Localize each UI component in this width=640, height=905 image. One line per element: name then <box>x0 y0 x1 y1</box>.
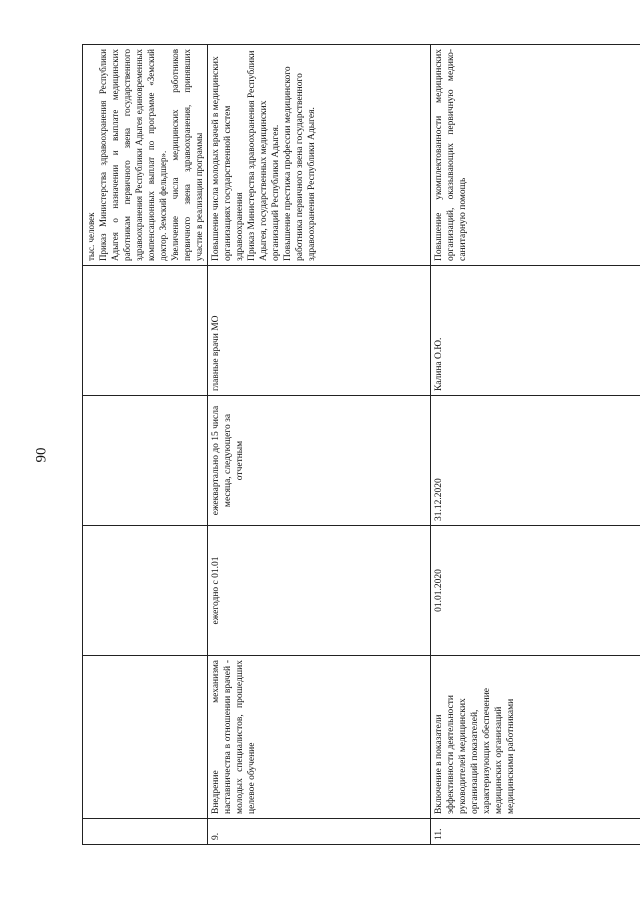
responsible-cell: главные врачи МО <box>208 266 431 396</box>
row-number <box>83 819 208 845</box>
result-text: Приказ Министерства здравоохранения Республики Адыгея о назначении и выплате медицинских работникам первичного звена государственного здравоохранения Республики Адыгея единовременных компенсационных выплат по программе «Земский доктор. Земский фельдшер». <box>98 49 168 261</box>
page-number: 90 <box>33 447 50 463</box>
result-cell <box>431 45 640 266</box>
measure-cell: Внедрение механизма наставничества в отношении врачей - молодых специалистов, прошедших целевое обучение <box>208 656 431 819</box>
row-number: 9. <box>208 819 431 845</box>
result-text: Повышение престижа профессии медицинского работника первичного звена государственного здравоохранения Республики Адыгея. <box>283 66 317 261</box>
rotated-table-container <box>82 45 622 845</box>
table-row <box>83 45 208 845</box>
end-date-cell: 31.12.2020 <box>431 396 640 526</box>
end-date-cell <box>83 396 208 526</box>
measures-table <box>82 44 640 845</box>
result-text: Повышение числа молодых врачей в медицинских организациях государственной систем здравоохранения <box>211 56 245 261</box>
row-number: 11. <box>431 819 640 845</box>
measure-cell: Включение в показатели эффективности деятельности руководителей медицинских организаций показателей, характеризующих обеспечение медицинских организаций медицинскими работниками <box>431 656 640 819</box>
result-text: тыс. человек <box>86 212 96 261</box>
table-row <box>208 45 431 845</box>
table-row <box>431 45 640 845</box>
start-date-cell: ежегодно с 01.01 <box>208 526 431 656</box>
start-date-cell: 01.01.2020 <box>431 526 640 656</box>
result-text: Повышение укомплектованности медицинских организаций, оказывающих первичную медико-санитарную помощь <box>434 49 468 261</box>
result-cell <box>83 45 208 266</box>
responsible-cell: Калина О.Ю. <box>431 266 640 396</box>
result-text: Увеличение числа медицинских работников первичного звена здравоохранения, принявших участие в реализации программы <box>170 49 204 261</box>
responsible-cell <box>83 266 208 396</box>
start-date-cell <box>83 526 208 656</box>
measure-cell <box>83 656 208 819</box>
result-text: Приказ Министерства здравоохранения Республики Адыгея, государственных медицинских организаций Республики Адыгея. <box>247 50 281 261</box>
end-date-cell: ежеквартально до 15 числа месяца, следующего за отчетным <box>208 396 431 526</box>
result-cell <box>208 45 431 266</box>
